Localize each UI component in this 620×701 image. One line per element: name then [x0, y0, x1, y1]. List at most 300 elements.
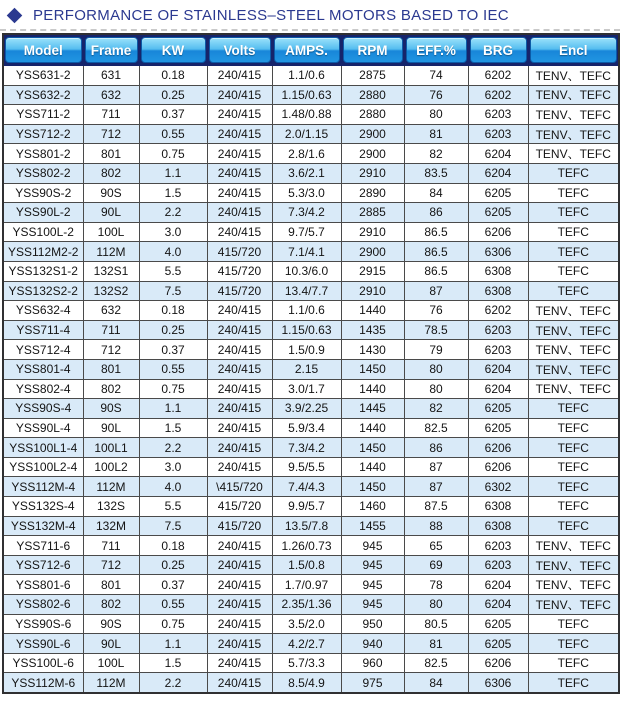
- table-cell: TENV、TEFC: [528, 575, 619, 595]
- table-cell: 6204: [468, 595, 528, 615]
- table-cell: 2910: [341, 222, 404, 242]
- table-cell: TEFC: [528, 281, 619, 301]
- column-header-label: EFF.%: [406, 37, 467, 63]
- table-cell: 0.37: [139, 340, 207, 360]
- table-cell: 69: [404, 555, 468, 575]
- table-cell: 13.4/7.7: [272, 281, 341, 301]
- table-cell: TEFC: [528, 634, 619, 654]
- table-cell: 2900: [341, 144, 404, 164]
- table-cell: 82: [404, 144, 468, 164]
- table-cell: 82.5: [404, 418, 468, 438]
- table-cell: 802: [83, 595, 139, 615]
- column-header-label: Frame: [85, 37, 138, 63]
- table-cell: TEFC: [528, 222, 619, 242]
- table-cell: 3.0/1.7: [272, 379, 341, 399]
- table-cell: 2880: [341, 85, 404, 105]
- table-cell: 0.55: [139, 359, 207, 379]
- table-cell: 0.37: [139, 105, 207, 125]
- table-cell: 632: [83, 85, 139, 105]
- table-cell: 6202: [468, 85, 528, 105]
- table-cell: 6203: [468, 320, 528, 340]
- table-cell: 2.8/1.6: [272, 144, 341, 164]
- table-row: [3, 575, 619, 595]
- table-cell: 6205: [468, 634, 528, 654]
- table-cell: 960: [341, 653, 404, 673]
- table-cell: 3.0: [139, 457, 207, 477]
- table-row: [3, 673, 619, 693]
- table-cell: 90L: [83, 634, 139, 654]
- table-cell: YSS711-2: [3, 105, 83, 125]
- table-cell: 712: [83, 340, 139, 360]
- table-cell: 950: [341, 614, 404, 634]
- table-cell: 5.5: [139, 497, 207, 517]
- table-cell: 0.25: [139, 555, 207, 575]
- table-cell: 240/415: [207, 222, 272, 242]
- table-cell: YSS90L-6: [3, 634, 83, 654]
- table-cell: 6308: [468, 497, 528, 517]
- table-cell: TEFC: [528, 418, 619, 438]
- table-cell: 90L: [83, 418, 139, 438]
- table-cell: 240/415: [207, 105, 272, 125]
- column-header-frame: [83, 34, 139, 66]
- table-cell: TEFC: [528, 261, 619, 281]
- table-cell: TENV、TEFC: [528, 124, 619, 144]
- table-row: [3, 320, 619, 340]
- table-row: [3, 477, 619, 497]
- table-cell: YSS100L-2: [3, 222, 83, 242]
- table-cell: 132S2: [83, 281, 139, 301]
- table-cell: 2885: [341, 203, 404, 223]
- table-cell: 81: [404, 634, 468, 654]
- column-header-kw: [139, 34, 207, 66]
- table-cell: 1.15/0.63: [272, 85, 341, 105]
- table-cell: 86.5: [404, 242, 468, 262]
- table-cell: TEFC: [528, 614, 619, 634]
- table-row: [3, 438, 619, 458]
- table-cell: 0.18: [139, 536, 207, 556]
- table-cell: 5.5: [139, 261, 207, 281]
- table-cell: 240/415: [207, 301, 272, 321]
- table-cell: 6203: [468, 340, 528, 360]
- table-cell: 1.5/0.9: [272, 340, 341, 360]
- table-cell: YSS112M-4: [3, 477, 83, 497]
- table-cell: 240/415: [207, 614, 272, 634]
- table-cell: 80: [404, 379, 468, 399]
- column-header-encl: [528, 34, 619, 66]
- table-cell: 1440: [341, 301, 404, 321]
- table-cell: TENV、TEFC: [528, 379, 619, 399]
- table-cell: YSS802-4: [3, 379, 83, 399]
- table-cell: 945: [341, 536, 404, 556]
- table-cell: 1.1/0.6: [272, 301, 341, 321]
- table-cell: YSS90L-4: [3, 418, 83, 438]
- table-cell: 240/415: [207, 144, 272, 164]
- table-cell: TENV、TEFC: [528, 340, 619, 360]
- table-cell: 132S: [83, 497, 139, 517]
- table-cell: 240/415: [207, 183, 272, 203]
- table-cell: 2915: [341, 261, 404, 281]
- table-cell: TEFC: [528, 242, 619, 262]
- table-cell: 1450: [341, 477, 404, 497]
- table-cell: 3.9/2.25: [272, 399, 341, 419]
- table-cell: YSS90S-2: [3, 183, 83, 203]
- table-row: [3, 379, 619, 399]
- table-cell: 712: [83, 124, 139, 144]
- table-cell: 240/415: [207, 673, 272, 693]
- table-cell: TENV、TEFC: [528, 320, 619, 340]
- table-cell: 712: [83, 555, 139, 575]
- table-cell: 1450: [341, 438, 404, 458]
- table-cell: 7.1/4.1: [272, 242, 341, 262]
- table-cell: 4.0: [139, 242, 207, 262]
- table-cell: YSS712-4: [3, 340, 83, 360]
- table-cell: 84: [404, 673, 468, 693]
- table-row: [3, 85, 619, 105]
- table-cell: 6206: [468, 222, 528, 242]
- table-row: [3, 105, 619, 125]
- table-cell: YSS632-4: [3, 301, 83, 321]
- table-row: [3, 595, 619, 615]
- diamond-icon: [7, 7, 23, 23]
- table-cell: 6205: [468, 399, 528, 419]
- table-cell: \415/720: [207, 477, 272, 497]
- table-cell: 711: [83, 536, 139, 556]
- table-cell: 2.2: [139, 203, 207, 223]
- table-cell: YSS632-2: [3, 85, 83, 105]
- table-row: [3, 163, 619, 183]
- table-row: [3, 516, 619, 536]
- page-title-bar: [0, 0, 620, 27]
- table-cell: 90S: [83, 614, 139, 634]
- table-cell: TEFC: [528, 673, 619, 693]
- table-cell: 415/720: [207, 516, 272, 536]
- table-cell: 240/415: [207, 438, 272, 458]
- column-header-label: Model: [5, 37, 82, 63]
- table-cell: 6308: [468, 281, 528, 301]
- table-cell: 2875: [341, 66, 404, 86]
- table-cell: 945: [341, 595, 404, 615]
- table-cell: 87: [404, 457, 468, 477]
- table-cell: 2.2: [139, 673, 207, 693]
- table-cell: 90S: [83, 399, 139, 419]
- table-cell: 2.0/1.15: [272, 124, 341, 144]
- table-cell: 7.3/4.2: [272, 203, 341, 223]
- column-header-label: AMPS.: [274, 37, 340, 63]
- table-cell: 711: [83, 320, 139, 340]
- table-row: [3, 457, 619, 477]
- column-header-label: BRG: [470, 37, 527, 63]
- table-cell: 1445: [341, 399, 404, 419]
- table-cell: 7.4/4.3: [272, 477, 341, 497]
- table-cell: 0.18: [139, 66, 207, 86]
- table-cell: 6206: [468, 457, 528, 477]
- table-cell: 415/720: [207, 281, 272, 301]
- table-cell: 6308: [468, 261, 528, 281]
- table-cell: YSS631-2: [3, 66, 83, 86]
- table-cell: 6204: [468, 359, 528, 379]
- table-cell: 240/415: [207, 555, 272, 575]
- table-cell: 100L: [83, 653, 139, 673]
- column-header-amps: [272, 34, 341, 66]
- table-cell: 112M: [83, 242, 139, 262]
- table-row: [3, 261, 619, 281]
- table-cell: YSS711-4: [3, 320, 83, 340]
- table-cell: 1.5: [139, 418, 207, 438]
- table-cell: 2.15: [272, 359, 341, 379]
- table-cell: 132M: [83, 516, 139, 536]
- table-row: [3, 536, 619, 556]
- table-cell: 4.0: [139, 477, 207, 497]
- table-cell: 1430: [341, 340, 404, 360]
- column-header-model: [3, 34, 83, 66]
- table-cell: 240/415: [207, 575, 272, 595]
- table-cell: YSS712-2: [3, 124, 83, 144]
- table-cell: 5.3/3.0: [272, 183, 341, 203]
- table-cell: YSS132S-4: [3, 497, 83, 517]
- table-cell: 7.3/4.2: [272, 438, 341, 458]
- table-cell: 1.5/0.8: [272, 555, 341, 575]
- table-cell: 2890: [341, 183, 404, 203]
- table-cell: 711: [83, 105, 139, 125]
- table-cell: 415/720: [207, 261, 272, 281]
- table-cell: 240/415: [207, 379, 272, 399]
- table-cell: YSS100L1-4: [3, 438, 83, 458]
- table-cell: 2900: [341, 242, 404, 262]
- table-cell: 13.5/7.8: [272, 516, 341, 536]
- table-row: [3, 242, 619, 262]
- column-header-label: Volts: [209, 37, 271, 63]
- table-cell: 1450: [341, 359, 404, 379]
- table-cell: 1.1: [139, 163, 207, 183]
- table-cell: 240/415: [207, 595, 272, 615]
- table-cell: YSS100L-6: [3, 653, 83, 673]
- table-cell: 100L: [83, 222, 139, 242]
- table-cell: 1440: [341, 457, 404, 477]
- table-cell: 7.5: [139, 281, 207, 301]
- page-title: PERFORMANCE OF STAINLESS–STEEL MOTORS BASED TO IEC: [33, 6, 509, 24]
- table-row: [3, 144, 619, 164]
- table-cell: 78: [404, 575, 468, 595]
- table-cell: 1.15/0.63: [272, 320, 341, 340]
- table-cell: TENV、TEFC: [528, 359, 619, 379]
- table-row: [3, 222, 619, 242]
- table-cell: 90S: [83, 183, 139, 203]
- table-cell: TEFC: [528, 183, 619, 203]
- table-cell: 80: [404, 595, 468, 615]
- table-cell: 74: [404, 66, 468, 86]
- table-row: [3, 634, 619, 654]
- table-cell: 0.55: [139, 595, 207, 615]
- column-header-label: RPM: [343, 37, 403, 63]
- column-header-eff: [404, 34, 468, 66]
- table-cell: TENV、TEFC: [528, 555, 619, 575]
- table-cell: 1440: [341, 418, 404, 438]
- table-cell: YSS801-4: [3, 359, 83, 379]
- table-cell: 87.5: [404, 497, 468, 517]
- table-cell: TEFC: [528, 516, 619, 536]
- table-cell: 240/415: [207, 418, 272, 438]
- table-cell: 2.2: [139, 438, 207, 458]
- table-row: [3, 183, 619, 203]
- table-cell: 2900: [341, 124, 404, 144]
- table-cell: 7.5: [139, 516, 207, 536]
- table-cell: 9.5/5.5: [272, 457, 341, 477]
- table-cell: TEFC: [528, 477, 619, 497]
- table-cell: 86: [404, 203, 468, 223]
- table-cell: 975: [341, 673, 404, 693]
- table-cell: TENV、TEFC: [528, 595, 619, 615]
- table-cell: 82.5: [404, 653, 468, 673]
- table-cell: 1435: [341, 320, 404, 340]
- table-cell: TENV、TEFC: [528, 144, 619, 164]
- table-cell: 1.5: [139, 653, 207, 673]
- table-cell: 240/415: [207, 85, 272, 105]
- table-cell: 1440: [341, 379, 404, 399]
- table-cell: 9.7/5.7: [272, 222, 341, 242]
- table-cell: 87: [404, 477, 468, 497]
- table-cell: 940: [341, 634, 404, 654]
- table-cell: 802: [83, 163, 139, 183]
- table-cell: 4.2/2.7: [272, 634, 341, 654]
- table-cell: TEFC: [528, 438, 619, 458]
- table-cell: 1.1/0.6: [272, 66, 341, 86]
- table-cell: 415/720: [207, 497, 272, 517]
- table-cell: TENV、TEFC: [528, 105, 619, 125]
- table-cell: 2880: [341, 105, 404, 125]
- table-cell: YSS132M-4: [3, 516, 83, 536]
- table-cell: 0.37: [139, 575, 207, 595]
- table-cell: 240/415: [207, 536, 272, 556]
- table-cell: 631: [83, 66, 139, 86]
- table-cell: YSS90S-4: [3, 399, 83, 419]
- table-cell: 6204: [468, 163, 528, 183]
- table-cell: 112M: [83, 477, 139, 497]
- table-cell: 6204: [468, 144, 528, 164]
- table-cell: 90L: [83, 203, 139, 223]
- table-cell: 240/415: [207, 124, 272, 144]
- table-cell: 6205: [468, 418, 528, 438]
- table-cell: TENV、TEFC: [528, 85, 619, 105]
- table-row: [3, 203, 619, 223]
- table-cell: 6206: [468, 438, 528, 458]
- table-row: [3, 614, 619, 634]
- table-cell: 240/415: [207, 340, 272, 360]
- table-cell: 3.5/2.0: [272, 614, 341, 634]
- table-row: [3, 497, 619, 517]
- table-cell: 82: [404, 399, 468, 419]
- table-cell: TEFC: [528, 653, 619, 673]
- dashed-divider: [0, 29, 620, 31]
- table-header-row: [3, 34, 619, 66]
- motor-spec-table: [2, 33, 620, 694]
- table-cell: 10.3/6.0: [272, 261, 341, 281]
- table-cell: 65: [404, 536, 468, 556]
- table-cell: TEFC: [528, 163, 619, 183]
- table-cell: YSS100L2-4: [3, 457, 83, 477]
- table-cell: 80: [404, 359, 468, 379]
- table-cell: TENV、TEFC: [528, 536, 619, 556]
- table-cell: 802: [83, 379, 139, 399]
- table-cell: TEFC: [528, 203, 619, 223]
- table-cell: 6205: [468, 203, 528, 223]
- table-cell: 1.48/0.88: [272, 105, 341, 125]
- table-cell: 6308: [468, 516, 528, 536]
- table-cell: 1455: [341, 516, 404, 536]
- table-cell: 6302: [468, 477, 528, 497]
- table-cell: 86: [404, 438, 468, 458]
- table-cell: 240/415: [207, 634, 272, 654]
- table-header: [3, 34, 619, 66]
- table-cell: YSS90L-2: [3, 203, 83, 223]
- table-cell: 6202: [468, 301, 528, 321]
- table-cell: 240/415: [207, 66, 272, 86]
- table-cell: YSS801-2: [3, 144, 83, 164]
- table-cell: TENV、TEFC: [528, 301, 619, 321]
- table-cell: YSS801-6: [3, 575, 83, 595]
- table-cell: 87: [404, 281, 468, 301]
- column-header-rpm: [341, 34, 404, 66]
- table-cell: YSS132S1-2: [3, 261, 83, 281]
- table-cell: 6203: [468, 105, 528, 125]
- table-cell: 79: [404, 340, 468, 360]
- table-cell: 240/415: [207, 320, 272, 340]
- table-cell: 84: [404, 183, 468, 203]
- table-cell: 240/415: [207, 359, 272, 379]
- table-cell: 2910: [341, 163, 404, 183]
- table-cell: 0.75: [139, 379, 207, 399]
- table-cell: 80.5: [404, 614, 468, 634]
- table-cell: 6206: [468, 653, 528, 673]
- table-cell: 1.5: [139, 183, 207, 203]
- table-cell: TEFC: [528, 399, 619, 419]
- table-cell: 6204: [468, 575, 528, 595]
- table-cell: 0.18: [139, 301, 207, 321]
- column-header-label: KW: [141, 37, 206, 63]
- table-cell: 6203: [468, 555, 528, 575]
- table-row: [3, 281, 619, 301]
- table-cell: YSS112M2-2: [3, 242, 83, 262]
- table-cell: 81: [404, 124, 468, 144]
- table-cell: 801: [83, 359, 139, 379]
- table-cell: YSS132S2-2: [3, 281, 83, 301]
- table-cell: 415/720: [207, 242, 272, 262]
- table-cell: 76: [404, 85, 468, 105]
- table-cell: 80: [404, 105, 468, 125]
- table-cell: 945: [341, 575, 404, 595]
- table-cell: 240/415: [207, 457, 272, 477]
- table-cell: 240/415: [207, 399, 272, 419]
- table-cell: 2910: [341, 281, 404, 301]
- table-cell: 6205: [468, 183, 528, 203]
- table-cell: YSS711-6: [3, 536, 83, 556]
- table-cell: 945: [341, 555, 404, 575]
- table-cell: 1.1: [139, 634, 207, 654]
- table-cell: 76: [404, 301, 468, 321]
- table-cell: YSS802-6: [3, 595, 83, 615]
- table-row: [3, 124, 619, 144]
- table-cell: 112M: [83, 673, 139, 693]
- table-row: [3, 340, 619, 360]
- table-cell: 1.1: [139, 399, 207, 419]
- table-cell: 100L2: [83, 457, 139, 477]
- table-cell: 801: [83, 575, 139, 595]
- table-cell: 1.26/0.73: [272, 536, 341, 556]
- table-cell: 240/415: [207, 163, 272, 183]
- table-cell: 86.5: [404, 222, 468, 242]
- table-cell: 6205: [468, 614, 528, 634]
- table-cell: 0.75: [139, 144, 207, 164]
- table-cell: 83.5: [404, 163, 468, 183]
